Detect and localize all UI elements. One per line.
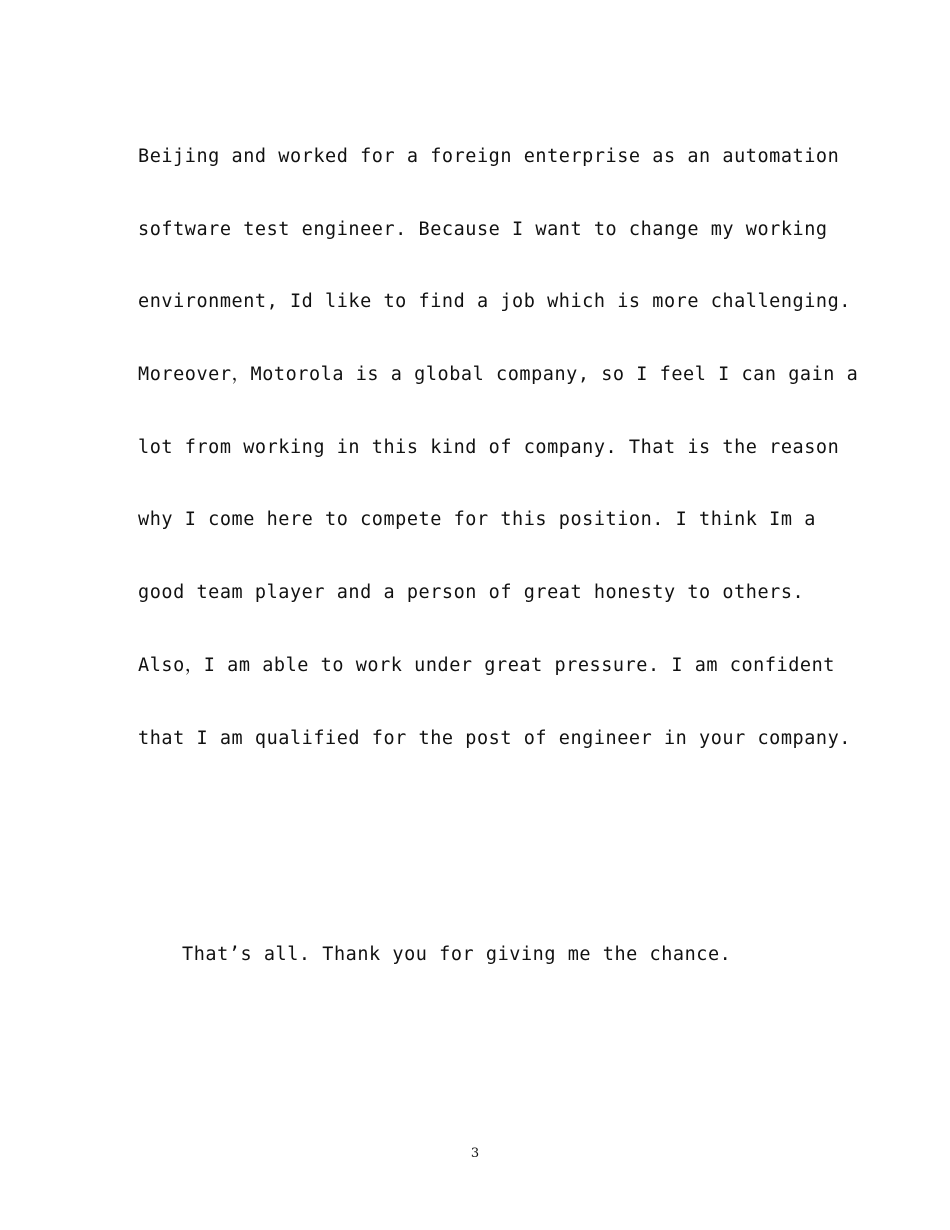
text-line: good team player and a person of great honesty to others. bbox=[138, 582, 805, 604]
paragraph bbox=[138, 140, 859, 794]
text-line: Moreover，Motorola is a global company, so I feel I can gain a bbox=[138, 364, 859, 386]
text-line: that I am qualified for the post of engineer in your company. bbox=[138, 727, 851, 749]
page-number: 3 bbox=[470, 1146, 480, 1161]
text-line: lot from working in this kind of company. That is the reason bbox=[138, 436, 840, 458]
text-line: why I come here to compete for this position. I think Im a bbox=[138, 509, 816, 531]
text-line: Beijing and worked for a foreign enterprise as an automation bbox=[138, 146, 840, 167]
closing-sentence: That’s all. Thank you for giving me the chance. bbox=[182, 944, 732, 965]
text-line: Also，I am able to work under great pressure. I am confident bbox=[138, 654, 835, 676]
text-line: environment, Id like to find a job which is more challenging. bbox=[138, 291, 851, 313]
text-line: software test engineer. Because I want to change my working bbox=[138, 218, 828, 240]
